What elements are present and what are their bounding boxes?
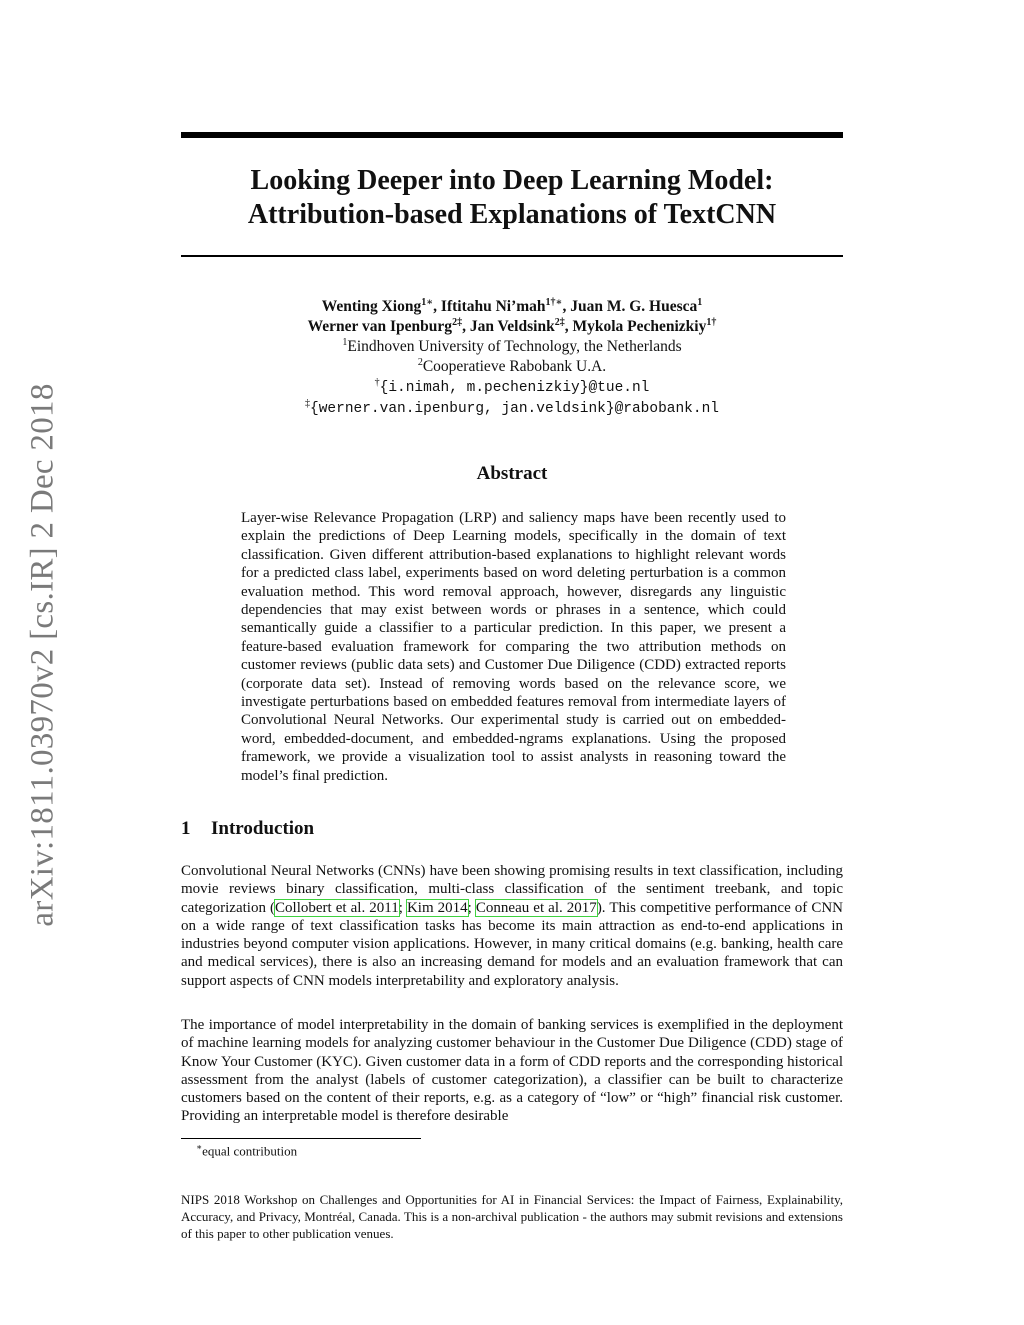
abstract-heading: Abstract [476, 463, 548, 484]
author-line-2 [181, 317, 843, 337]
author-name: Werner van Ipenburg [307, 318, 453, 335]
email-line-1: †{i.nimah, m.pechenizkiy}@tue.nl [374, 376, 650, 396]
title-top-rule [181, 132, 843, 138]
citation-link[interactable]: Collobert et al. 2011 [275, 899, 399, 916]
title-line-1: Looking Deeper into Deep Learning Model: [250, 165, 774, 196]
venue-note: NIPS 2018 Workshop on Challenges and Opportunities for AI in Financial Services: the Impact of Fairness, Explainability, Accuracy, and Privacy, Montréal, Canada. This is a non-archival publication - the authors may submit revisions and extensions of this paper to other publication venues. [181, 1192, 843, 1241]
author-name: , Juan M. G. Huesca [562, 298, 698, 315]
section-title: Introduction [211, 818, 315, 839]
author-name: , Jan Veldsink [462, 318, 555, 335]
author-marker: 1 [697, 296, 703, 308]
footnote-marker: ∗ [196, 1142, 203, 1152]
paper-title [181, 164, 843, 232]
author-marker: 1†∗ [545, 296, 563, 308]
section-heading-introduction [181, 818, 314, 840]
author-name: , Mykola Pechenizkiy [564, 318, 707, 335]
author-name: , Iftitahu Ni’mah [433, 298, 546, 315]
author-name: Wenting Xiong [321, 298, 422, 315]
footnote-rule [181, 1138, 421, 1139]
email-marker: † [374, 376, 380, 388]
section-number: 1 [181, 818, 191, 839]
citation-link[interactable]: Kim 2014 [406, 899, 468, 916]
affiliation-1: $^1$Eindhoven University of Technology, the Netherlands [342, 336, 682, 355]
affiliation-marker: 1 [342, 336, 348, 348]
affiliation-2: $^2$Cooperatieve Rabobank U.A. [417, 356, 607, 375]
title-bottom-rule [181, 255, 843, 257]
citation-link[interactable]: Conneau et al. 2017 [475, 899, 597, 916]
email-line-2: ‡{werner.van.ipenburg, jan.veldsink}@rabobank.nl [305, 397, 719, 417]
abstract-text: Layer-wise Relevance Propagation (LRP) and saliency maps have been recently used to explain the predictions of Deep Learning models, specifically in the domain of text classification. Given different attribution-based explanations to highlight relevant words for a predicted class label, experiments based on word deleting perturbation is a common evaluation method. This word removal approach, however, disregards any linguistic dependencies that may exist between words or phrases in a sentence, which could semantically guide a classifier to a particular prediction. In this paper, we present a feature-based evaluation framework for comparing the two attribution methods on customer reviews (public data sets) and Customer Due Diligence (CDD) extracted reports (corporate data set). Instead of removing words based on the relevance score, we investigate perturbations based on embedded features removal from intermediate layers of Convolutional Neural Networks. Our experimental study is carried out on embedded-word, embedded-document, and embedded-ngrams explanations. Using the proposed framework, we provide a visualization tool to assist analysts in reasoning toward the model’s final prediction. [241, 510, 786, 784]
author-marker: 2‡ [452, 316, 463, 328]
affiliation-marker: 2 [417, 356, 423, 368]
title-line-2: Attribution-based Explanations of TextCNN [247, 199, 777, 230]
author-line-1 [181, 297, 843, 317]
author-block [181, 297, 843, 419]
intro-paragraph-1: Convolutional Neural Networks (CNNs) have been showing promising results in text classification, including movie reviews binary classification, multi-class classification of the sentiment treebank, and topic categorization (Collobert et al. 2011; Kim 2014; Conneau et al. 2017). This competitive performance of CNN on a wide range of text classification tasks has become its main attraction as end-to-end applications in industries beyond computer vision applications. However, in many critical domains (e.g. banking, health care and medical services), there is also an increasing demand for models and an evaluation framework that can support aspects of CNN models interpretability and exploratory analysis. [181, 863, 844, 989]
footnote: ∗equal contribution [196, 1142, 298, 1159]
author-marker: 1† [706, 316, 717, 328]
intro-paragraph-2: The importance of model interpretability in the domain of banking services is exemplified in the deployment of machine learning models for analyzing customer behaviour in the Customer Due Diligence (CDD) stage of Know Your Customer (KYC). Given customer data in a form of CDD reports and the corresponding historical assessment from the analyst (labels of customer categorization), a classifier can be built to characterize customers based on the content of their reports, e.g. as a category of “low” or “high” financial risk customer. Providing an interpretable model is therefore desirable [181, 1017, 843, 1125]
arxiv-identifier: arXiv:1811.03970v2 [cs.IR] 2 Dec 2018 [24, 383, 61, 927]
author-marker: 2‡ [554, 316, 565, 328]
author-marker: 1∗ [421, 296, 434, 308]
email-marker: ‡ [305, 397, 311, 409]
